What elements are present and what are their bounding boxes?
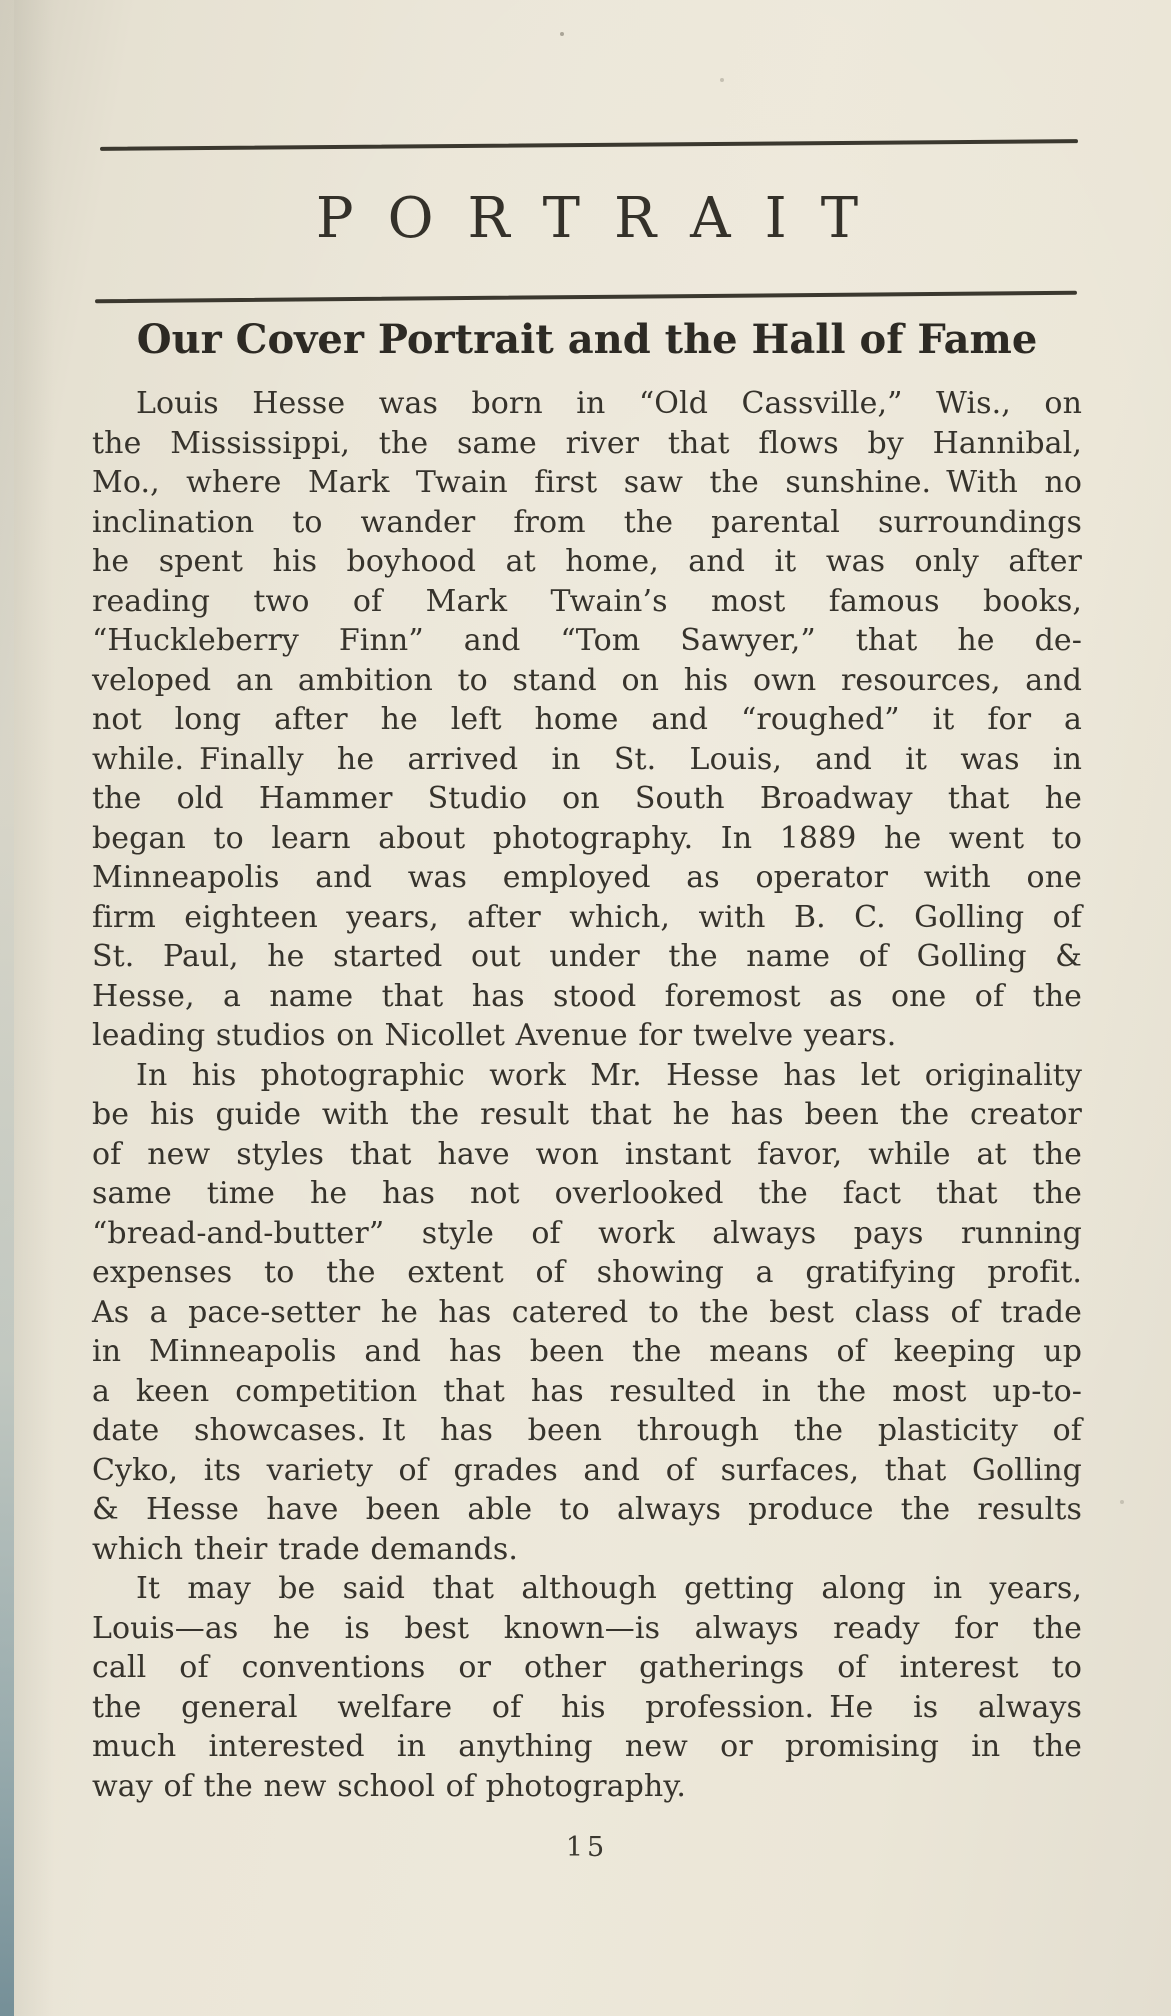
- text-line: In his photographic work Mr. Hesse has let originality: [136, 1057, 1082, 1093]
- text-line: firm eighteen years, after which, with B. C. Golling of: [92, 899, 1082, 935]
- text-line: expenses to the extent of showing a gratifying profit.: [92, 1255, 1082, 1290]
- text-line: much interested in anything new or promising in the: [92, 1729, 1082, 1764]
- text-line: “bread-and-butter” style of work always pays running: [92, 1215, 1082, 1251]
- text-line: Hesse, a name that has stood foremost as one of the: [92, 978, 1082, 1014]
- text-line: call of conventions or other gatherings of interest to: [92, 1650, 1082, 1685]
- text-line: reading two of Mark Twain’s most famous books,: [92, 583, 1082, 619]
- text-line: he spent his boyhood at home, and it was only after: [92, 544, 1082, 579]
- text-line: Cyko, its variety of grades and of surfaces, that Golling: [92, 1452, 1082, 1488]
- text-line: veloped an ambition to stand on his own resources, and: [92, 662, 1082, 698]
- text-line: Minneapolis and was employed as operator with one: [92, 860, 1082, 895]
- text-line: not long after he left home and “roughed” it for a: [92, 702, 1082, 737]
- masthead-title: PORTRAIT: [315, 186, 893, 251]
- text-line: began to learn about photography. In 1889 he went to: [92, 820, 1082, 856]
- text-line: As a pace-setter he has catered to the best class of trade: [92, 1294, 1082, 1330]
- page-edge-shadow: [0, 0, 14, 2016]
- text-line: the old Hammer Studio on South Broadway that he: [92, 781, 1082, 816]
- text-line: Mo., where Mark Twain first saw the sunshine. With no: [92, 465, 1082, 500]
- text-line: of new styles that have won instant favor, while at the: [92, 1136, 1082, 1172]
- article-heading: Our Cover Portrait and the Hall of Fame: [136, 316, 1038, 363]
- text-line: the general welfare of his profession. He is always: [92, 1689, 1082, 1725]
- text-line: in Minneapolis and has been the means of keeping up: [92, 1334, 1082, 1369]
- text-line: St. Paul, he started out under the name of Golling &: [92, 939, 1082, 974]
- text-line: leading studios on Nicollet Avenue for twelve years.: [92, 1018, 897, 1053]
- page-edge-feather: [14, 0, 54, 2016]
- horizontal-rule-top: [100, 139, 1078, 151]
- text-line: Louis Hesse was born in “Old Cassville,” Wis., on: [136, 386, 1082, 421]
- text-line: inclination to wander from the parental surroundings: [92, 504, 1082, 540]
- paper-speck: [720, 78, 724, 82]
- text-line: It may be said that although getting along in years,: [136, 1571, 1082, 1606]
- text-line: same time he has not overlooked the fact that the: [92, 1176, 1082, 1211]
- text-line: Louis—as he is best known—is always ready for the: [92, 1610, 1082, 1646]
- text-line: way of the new school of photography.: [92, 1768, 687, 1804]
- text-line: while. Finally he arrived in St. Louis, and it was in: [92, 741, 1082, 777]
- text-line: be his guide with the result that he has been the creator: [92, 1097, 1082, 1132]
- article-body: [92, 384, 1082, 1806]
- text-line: “Huckleberry Finn” and “Tom Sawyer,” that he de-: [92, 623, 1082, 658]
- text-line: which their trade demands.: [92, 1531, 518, 1567]
- text-line: date showcases. It has been through the plasticity of: [92, 1413, 1082, 1448]
- text-line: the Mississippi, the same river that flows by Hannibal,: [92, 425, 1082, 461]
- text-line: a keen competition that has resulted in the most up-to-: [92, 1373, 1082, 1409]
- horizontal-rule-bottom: [95, 291, 1077, 304]
- paper-speck: [560, 32, 564, 36]
- text-line: & Hesse have been able to always produce the results: [92, 1492, 1082, 1527]
- page-number: 15: [565, 1832, 609, 1863]
- paper-speck: [1120, 1500, 1124, 1504]
